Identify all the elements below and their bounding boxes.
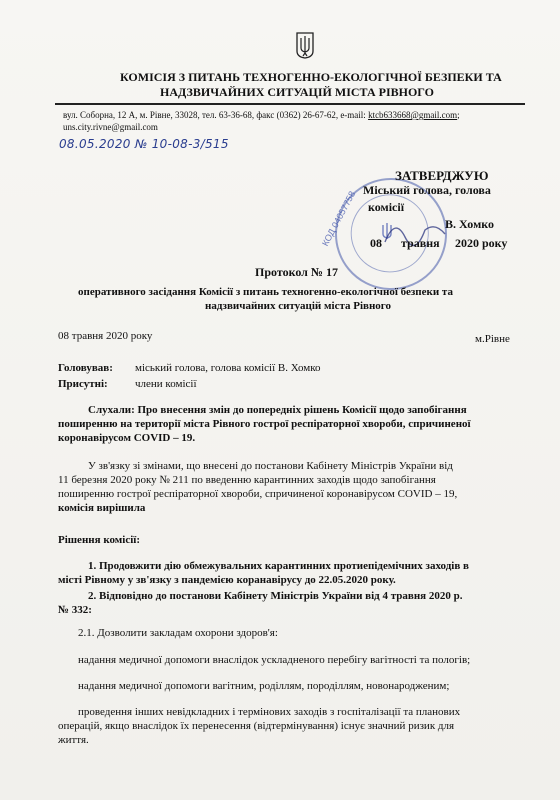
org-title-line2: НАДЗВИЧАЙНИХ СИТУАЦІЙ МІСТА РІВНОГО <box>160 85 434 99</box>
para-line1: У зв'язку зі змінами, що внесені до постанови Кабінету Міністрів України від <box>88 460 453 472</box>
heard-line2: поширенню на території міста Рівного гострої респіраторної хвороби, спричиненої <box>58 418 471 430</box>
para-line4: комісія вирішила <box>58 502 146 514</box>
bullet3-line2: операцій, якщо внаслідок їх перенесення (відтермінування) існує значний ризик для <box>58 720 455 732</box>
present-label: Присутні: <box>58 378 108 390</box>
approval-day: 08 <box>370 236 382 250</box>
item2-line2: № 332: <box>58 604 92 616</box>
protocol-title: Протокол № 17 <box>255 265 338 279</box>
heard-line1: Слухали: Про внесення змін до попередніх рішень Комісії щодо запобігання <box>88 404 467 416</box>
address-line1 <box>63 110 460 120</box>
heard-line3: коронавірусом COVID – 19. <box>58 432 196 444</box>
bullet3-line3: життя. <box>58 734 89 746</box>
chair-value: міський голова, голова комісії В. Хомко <box>135 362 321 374</box>
bullet1: надання медичної допомоги внаслідок ускладненого перебігу вагітності та пологів; <box>78 654 471 666</box>
decision-heading: Рішення комісії: <box>58 534 141 546</box>
bullet2: надання медичної допомоги вагітним, роділлям, породіллям, новонародженим; <box>78 680 450 692</box>
header-divider <box>55 103 525 105</box>
para-line3: поширенню гострої респіраторної хвороби, спричиненої коронавірусом COVID – 19, <box>58 488 458 500</box>
item21: 2.1. Дозволити закладам охорони здоров'я: <box>78 627 278 639</box>
protocol-subtitle-line2: надзвичайних ситуацій міста Рівного <box>205 300 392 312</box>
approval-name: В. Хомко <box>445 217 495 231</box>
coat-of-arms-icon <box>295 31 315 59</box>
protocol-subtitle-line1: оперативного засідання Комісії з питань техногенно-екологічної безпеки та <box>78 286 453 298</box>
approval-title: ЗАТВЕРДЖУЮ <box>395 168 489 183</box>
protocol-date: 08 травня 2020 року <box>58 330 153 342</box>
bullet3-line1: проведення інших невідкладних і термінових заходів з госпіталізації та планових <box>78 706 461 718</box>
approval-role-line1: Міський голова, голова <box>363 183 491 197</box>
approval-year: 2020 року <box>455 236 508 250</box>
item1-line2: місті Рівному у зв'язку з пандемією коранавірусу до 22.05.2020 року. <box>58 574 396 586</box>
protocol-place: м.Рівне <box>475 333 510 345</box>
para-line2: 11 березня 2020 року № 211 по введенню карантинних заходів щодо запобігання <box>58 474 436 486</box>
stamp-code-text: КОД 04057758 <box>320 189 358 248</box>
org-title-line1: КОМІСІЯ З ПИТАНЬ ТЕХНОГЕННО-ЕКОЛОГІЧНОЇ БЕЗПЕКИ ТА <box>120 70 502 84</box>
item2-line1: 2. Відповідно до постанови Кабінету Міністрів України від 4 травня 2020 р. <box>88 590 463 602</box>
chair-label: Головував: <box>58 362 113 374</box>
present-value: члени комісії <box>135 378 197 390</box>
approval-role-line2: комісії <box>368 200 405 214</box>
item1-line1: 1. Продовжити дію обмежувальних карантинних протиепідемічних заходів в <box>88 560 469 572</box>
email-link-1[interactable]: ktcb633668@gmail.com <box>368 110 458 120</box>
address-tail: ; <box>457 110 460 120</box>
handwritten-reference: 08.05.2020 № 10-08-3/515 <box>59 137 229 151</box>
address-text: вул. Соборна, 12 А, м. Рівне, 33028, тел. 63-36-68, факс (0362) 26-67-62, e-mail: <box>63 110 369 120</box>
address-line2: uns.city.rivne@gmail.com <box>63 122 158 132</box>
approval-month: травня <box>401 236 440 250</box>
